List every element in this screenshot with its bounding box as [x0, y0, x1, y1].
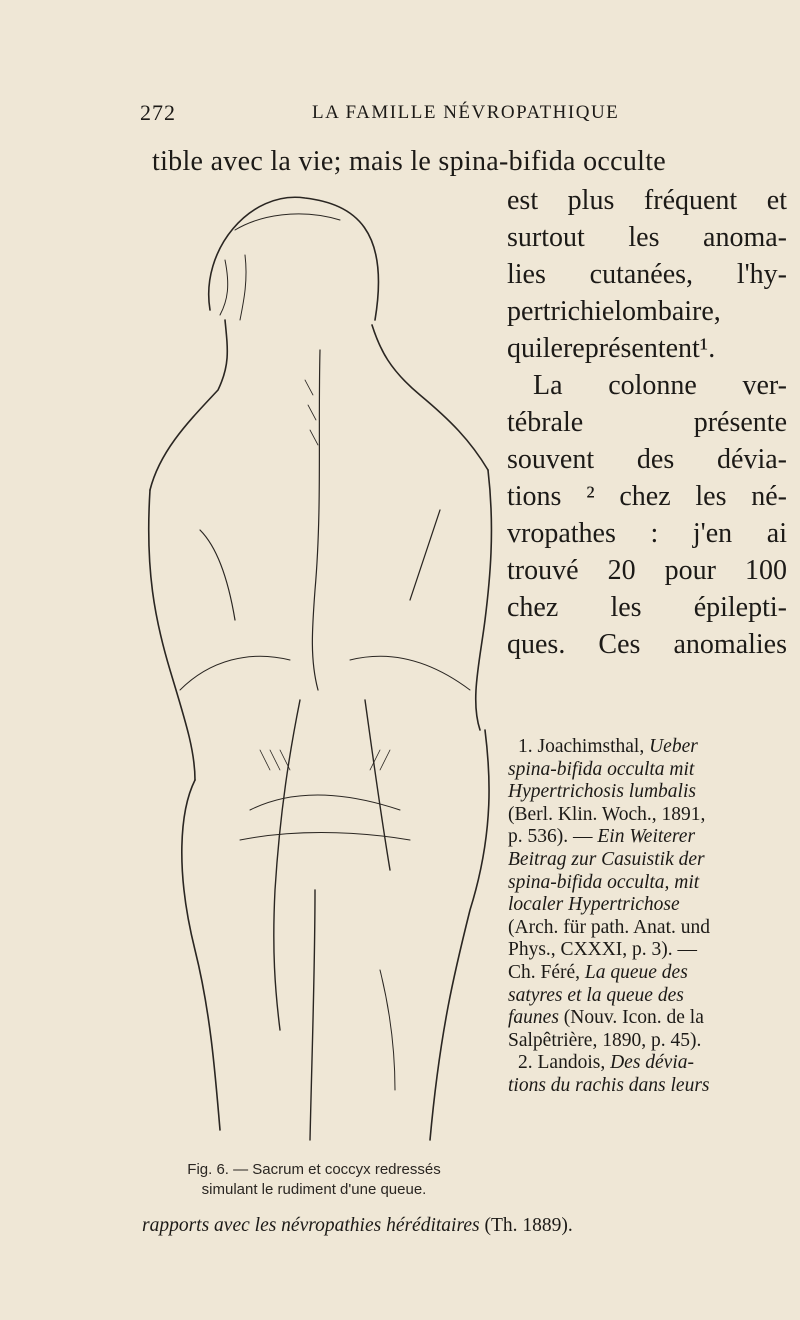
footnotes [508, 736, 770, 1098]
anatomical-figure [140, 190, 510, 1160]
footnote-line: spina-bifida occulta, mit [508, 871, 700, 893]
body-line: vropathes : j'en ai [507, 518, 787, 549]
footnote-line: Salpêtrière, 1890, p. 45). [508, 1029, 702, 1051]
footnote-line: Phys., CXXXI, p. 3). — [508, 939, 698, 961]
footnote-line: satyres et la queue des [508, 984, 684, 1006]
footnote-line: spina-bifida occulta mit [508, 758, 695, 780]
footnote-last-line: rapports avec les névropathies héréditaires (Th. 1889). [142, 1215, 573, 1236]
body-line: La colonne ver- [533, 370, 787, 401]
body-text-column [507, 182, 787, 663]
body-line: tébrale présente [507, 407, 787, 438]
footnote-line: (Arch. für path. Anat. und [508, 916, 710, 938]
running-header [140, 100, 760, 130]
footnote-line: (Berl. Klin. Woch., 1891, [508, 803, 706, 825]
body-line: surtout les anoma- [507, 222, 787, 253]
footnote-line: faunes (Nouv. Icon. de la [508, 1007, 704, 1029]
footnote-line: Beitrag zur Casuistik der [508, 848, 705, 870]
body-line: pertrichielombaire, [507, 296, 721, 327]
first-text-line: tible avec la vie; mais le spina-bifida occulte [152, 146, 667, 177]
body-line: trouvé 20 pour 100 [507, 555, 787, 586]
footnote-line: 2. Landois, Des dévia- [518, 1052, 695, 1074]
footnote-line: localer Hypertrichose [508, 894, 680, 916]
figure-caption: Fig. 6. — Sacrum et coccyx redressés simulant le rudiment d'une queue. [187, 1161, 441, 1198]
footnote-line: Hypertrichosis lumbalis [508, 781, 696, 803]
body-line: souvent des dévia- [507, 444, 787, 475]
body-line: quilereprésentent¹. [507, 333, 716, 364]
body-line: chez les épilepti- [507, 592, 787, 623]
body-line: est plus fréquent et [507, 185, 787, 216]
footnote-line: tions du rachis dans leurs [508, 1074, 710, 1096]
body-line: tions ² chez les né- [507, 481, 787, 512]
body-line: ques. Ces anomalies [507, 629, 787, 660]
footnote-line: Ch. Féré, La queue des [508, 961, 688, 983]
body-line: lies cutanées, l'hy- [507, 259, 787, 290]
running-title: LA FAMILLE NÉVROPATHIQUE [312, 102, 620, 123]
footnote-line: p. 536). — Ein Weiterer [508, 826, 696, 848]
page-number: 272 [140, 100, 176, 125]
footnote-line: 1. Joachimsthal, Ueber [518, 736, 698, 757]
